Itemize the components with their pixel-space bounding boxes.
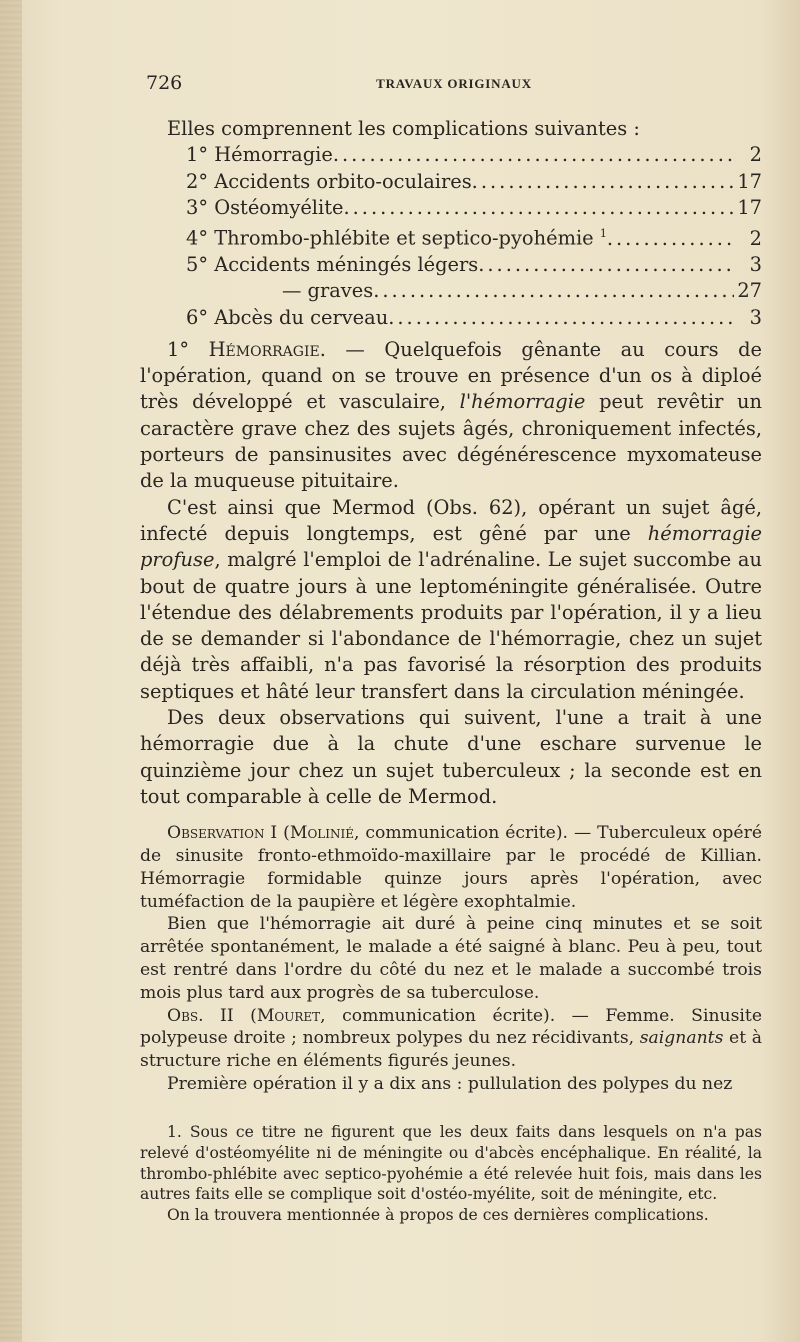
list-item-label: 1° Hémorragie	[186, 143, 333, 167]
list-item	[140, 169, 762, 195]
leader-dots	[373, 278, 734, 304]
list-item	[140, 195, 762, 221]
list-item-count: 17	[737, 169, 762, 193]
list-item-count: 3	[749, 305, 762, 329]
observation-author: Molinié	[289, 823, 354, 844]
list-item-count: 2	[749, 226, 762, 250]
list-item	[140, 305, 762, 331]
paragraph-text: . — Quelquefois gênante au cours de l'opération, quand on se trouve en présence d'un os à diploé très développé et vasculaire,	[140, 337, 762, 414]
list-item	[140, 221, 762, 252]
list-item-label: 2° Accidents orbito-oculaires	[186, 169, 472, 193]
observation-label: Obs.	[167, 1005, 204, 1026]
observation-author: Mouret	[256, 1005, 321, 1026]
observation-2	[140, 1005, 762, 1073]
footnote-marker: 1	[599, 227, 607, 241]
intro-line: Elles comprennent les complications suivantes :	[167, 117, 640, 140]
leader-dots	[478, 252, 734, 278]
running-title: TRAVAUX ORIGINAUX	[376, 76, 532, 91]
observation-1	[140, 822, 762, 913]
observation-1-continued: Bien que l'hémorragie ait duré à peine cinq minutes et se soit arrêtée spontanément, le malade a été saigné à blanc. Peu à peu, tout est rentré dans l'ordre du côté du nez et le malade a succombé trois mois plus tard aux progrès de sa tuberculose.	[140, 914, 762, 1003]
footnote: 1. Sous ce titre ne figurent que les deux faits dans lesquels on n'a pas relevé d'ostéomyélite ni de méningite ou d'abcès encéphalique. En réalité, la thrombo-phlébite avec septico-pyohémie a été relevée huit fois, mais dans les autres faits elle se complique soit d'ostéo-myélite, soit de méningite, etc.	[140, 1122, 762, 1204]
footnote-continued: On la trouvera mentionnée à propos de ces dernières complications.	[167, 1206, 709, 1225]
book-binding-edge	[0, 0, 22, 1342]
observation-number: II (	[203, 1005, 257, 1026]
observation-label: Observation	[167, 823, 265, 844]
list-item-label: 3° Ostéomyélite	[186, 195, 344, 219]
list-item-count: 3	[749, 252, 762, 276]
paragraph-text: C'est ainsi que Mermod (Obs. 62), opérant un sujet âgé, infecté depuis longtemps, est gêné par une	[140, 495, 762, 545]
list-item	[140, 142, 762, 168]
paragraph-text: peut revêtir un caractère grave chez des sujets âgés, chroniquement infectés, porteurs de pansinusites avec dégénérescence myxomateuse de la muqueuse pituitaire.	[140, 390, 762, 493]
list-item	[140, 252, 762, 278]
main-text	[140, 116, 762, 1226]
page-header	[146, 72, 762, 100]
emphasis-text: saignants	[639, 1028, 724, 1049]
list-item-label-text: 4° Thrombo-phlébite et septico-pyohémie	[186, 226, 594, 250]
paragraph-mermod	[140, 495, 762, 705]
paragraph-text: , malgré l'emploi de l'adrénaline. Le sujet succombe au bout de quatre jours à une leptoméningite généralisée. Outre l'étendue des délabrements produits par l'opération, il y a lieu de se demander si l'abondance de l'hémorragie, chez un sujet déjà très affaibli, n'a pas favorisé la résorption des produits septiques et hâté leur transfert dans la circulation méningée.	[140, 548, 762, 703]
observation-2-continued: Première opération il y a dix ans : pullulation des polypes du nez	[167, 1073, 733, 1094]
emphasis-text: l'hémorragie	[459, 390, 586, 414]
leader-dots	[472, 169, 734, 195]
paragraph-observations-intro: Des deux observations qui suivent, l'une a trait à une hémorragie due à la chute d'une eschare survenue le quinzième jour chez un sujet tuberculeux ; la seconde est en tout comparable à celle de Mermod.	[140, 706, 762, 808]
section-heading: Hémorragie	[208, 337, 320, 361]
list-item-label: — graves	[282, 279, 374, 303]
list-item-count: 17	[737, 195, 762, 219]
leader-dots	[607, 226, 734, 252]
paragraph-hemorragie	[140, 337, 762, 495]
complications-list	[140, 142, 762, 331]
list-item-count: 27	[737, 279, 762, 303]
section-number: 1°	[167, 337, 190, 361]
observation-text: , communication écrite). — Tuberculeux opéré de sinusite fronto-ethmoïdo-maxillaire par le procédé de Killian. Hémorragie formidable quinze jours après l'opération, avec tuméfaction de la paupière et légère exophtalmie.	[140, 823, 762, 912]
leader-dots	[388, 305, 734, 331]
list-item	[140, 278, 762, 304]
page-number: 726	[146, 72, 183, 94]
observation-text: et à structure riche en éléments figurés jeunes.	[140, 1028, 762, 1072]
list-item-label	[186, 221, 607, 252]
leader-dots	[333, 142, 734, 168]
list-item-label: 5° Accidents méningés légers	[186, 252, 479, 276]
list-item-label: 6° Abcès du cerveau	[186, 305, 389, 329]
emphasis-text: hémorragie profuse	[140, 521, 762, 572]
observation-text: , communication écrite). — Femme. Sinusite polypeuse droite ; nombreux polypes du nez récidivants,	[140, 1005, 762, 1049]
observation-number: I (	[264, 823, 290, 844]
leader-dots	[343, 195, 734, 221]
list-item-count: 2	[749, 143, 762, 167]
